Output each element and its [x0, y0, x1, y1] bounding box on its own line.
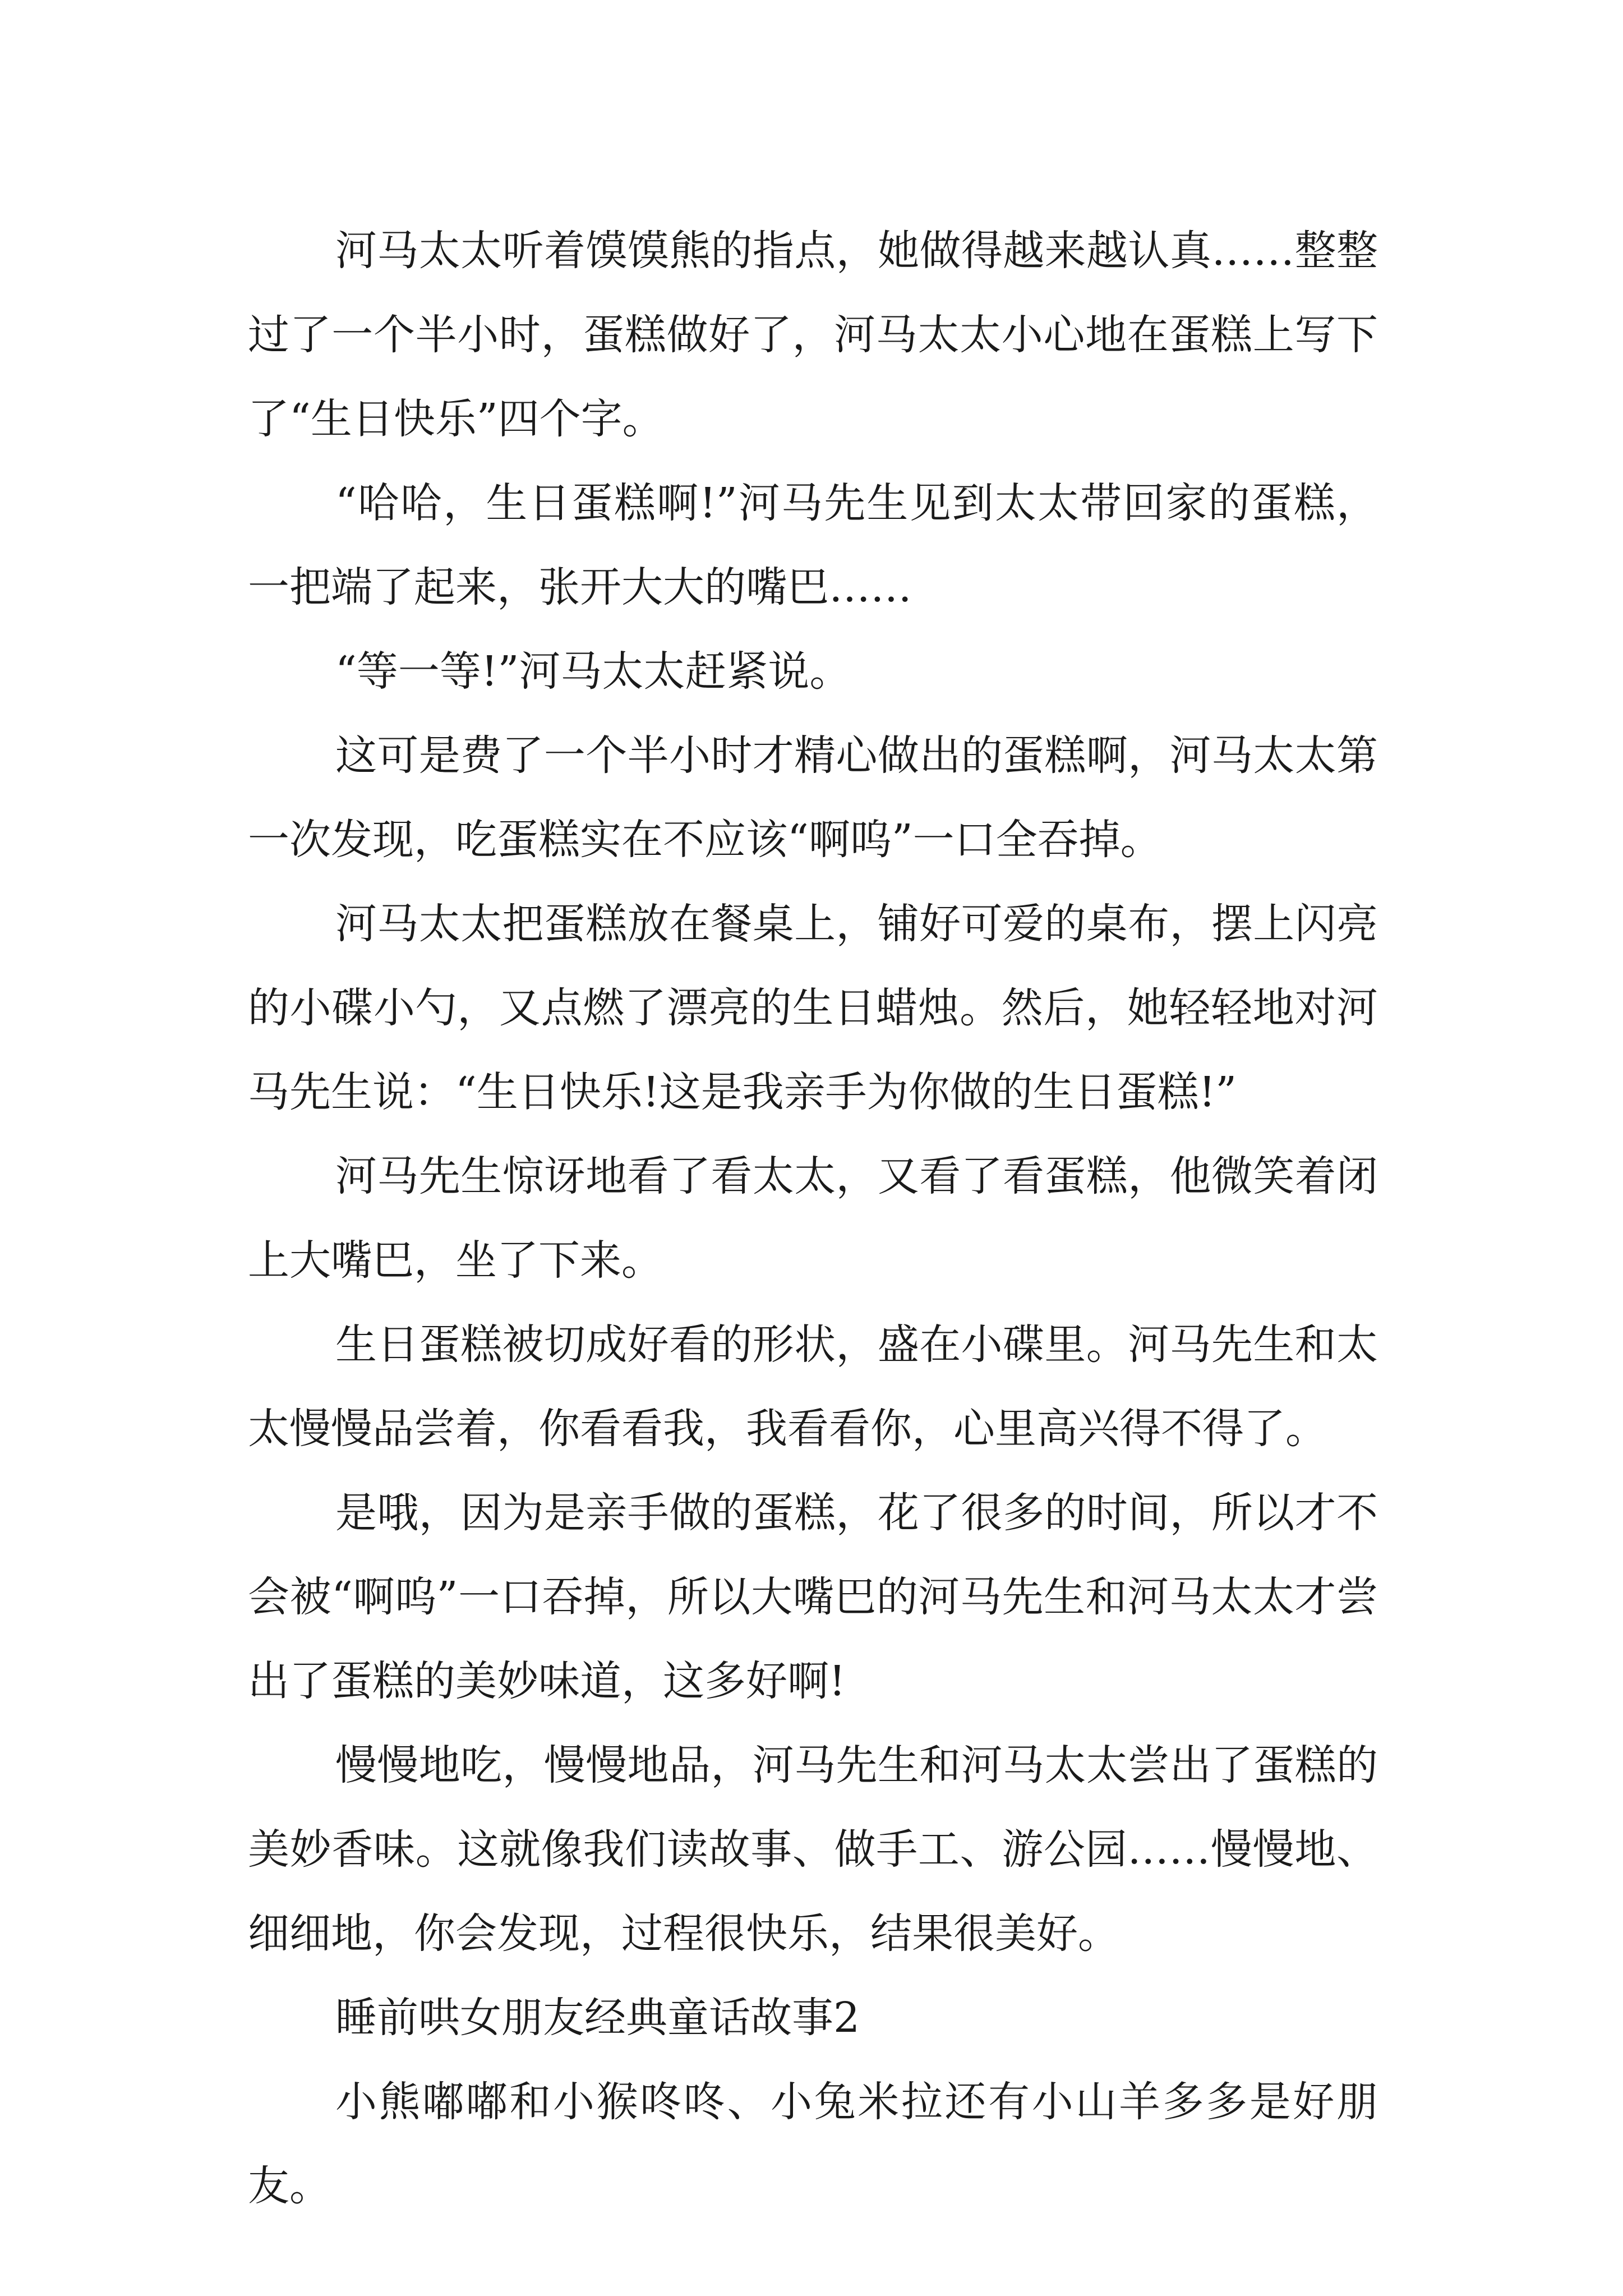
paragraph: 河马太太听着馍馍熊的指点，她做得越来越认真……整整过了一个半小时，蛋糕做好了，河马太太小心地在蛋糕上写下了“生日快乐”四个字。 [248, 227, 1378, 443]
paragraph: “哈哈，生日蛋糕啊!”河马先生见到太太带回家的蛋糕，一把端了起来，张开大大的嘴巴…… [248, 479, 1378, 611]
paragraph: 是哦，因为是亲手做的蛋糕，花了很多的时间，所以才不会被“啊呜”一口吞掉，所以大嘴巴的河马先生和河马太太才尝出了蛋糕的美妙味道，这多好啊! [248, 1489, 1378, 1705]
document-body [248, 209, 1378, 2228]
section-heading: 睡前哄女朋友经典童话故事2 [335, 1994, 860, 2042]
paragraph: 生日蛋糕被切成好看的形状，盛在小碟里。河马先生和太太慢慢品尝着，你看看我，我看看你，心里高兴得不得了。 [248, 1320, 1378, 1453]
paragraph: “等一等!”河马太太赶紧说。 [335, 647, 851, 696]
paragraph: 河马太太把蛋糕放在餐桌上，铺好可爱的桌布，摆上闪亮的小碟小勺，又点燃了漂亮的生日蜡烛。然后，她轻轻地对河马先生说：“生日快乐!这是我亲手为你做的生日蛋糕!” [248, 900, 1378, 1116]
paragraph: 这可是费了一个半小时才精心做出的蛋糕啊，河马太太第一次发现，吃蛋糕实在不应该“啊呜”一口全吞掉。 [248, 731, 1378, 864]
paragraph: 慢慢地吃，慢慢地品，河马先生和河马太太尝出了蛋糕的美妙香味。这就像我们读故事、做手工、游公园……慢慢地、细细地，你会发现，过程很快乐，结果很美好。 [248, 1741, 1378, 1958]
paragraph: 河马先生惊讶地看了看太太，又看了看蛋糕，他微笑着闭上大嘴巴，坐了下来。 [248, 1152, 1378, 1285]
paragraph: 小熊嘟嘟和小猴咚咚、小兔米拉还有小山羊多多是好朋友。 [248, 2078, 1378, 2210]
